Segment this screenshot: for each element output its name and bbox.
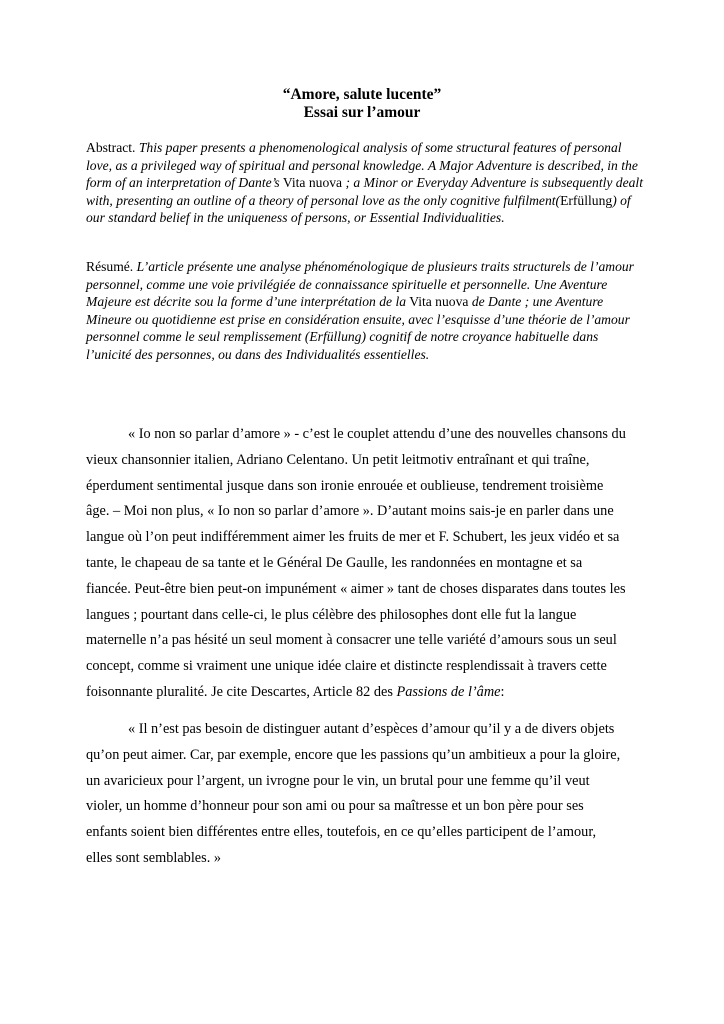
abstract-paragraph [86,139,646,227]
body-line: fiancée. Peut-être bien peut-on impunément « aimer » tant de choses disparates dans toutes les [86,580,626,597]
page-title: “Amore, salute lucente” [282,86,442,103]
quote-line: elles sont semblables. » [86,849,222,866]
body-line: vieux chansonnier italien, Adriano Celentano. Un petit leitmotiv entraînant et qui traîne, [86,451,590,468]
body-line: maternelle n’a pas hésité un seul moment à consacrer une telle variété d’amours sous un seul [86,632,617,649]
abstract-text-1: This paper presents a phenomenological analysis of some structural features of personal love, as a privileged way of spiritual and personal knowledge. A Major Adventure is described, in the form of an interpretation of Dante’s [86,140,638,191]
abstract-text-3: ) of our standard belief in the uniqueness of persons, or Essential Individualities. [86,192,631,226]
resume-text-1: L’article présente une analyse phénoménologique de plusieurs traits structurels de l’amour personnel, comme une voie privilégiée de connaissance spirituelle et personnelle. Une Aventure Majeure est décrite sou la forme d’une interprétation de la [86,259,634,310]
resume-label: Résumé. [86,259,134,274]
body-last-text: foisonnante pluralité. Je cite Descartes, Article 82 des [86,683,393,700]
quote-line: un avaricieux pour l’argent, un ivrogne pour le vin, un brutal pour une femme qu’il veut [86,772,590,789]
abstract-text-2: ; a Minor or Everyday Adventure is subsequently dealt with, presenting an outline of a theory of personal love as the only cognitive fulfilment( [86,175,643,208]
body-line: tante, le chapeau de sa tante et le Général De Gaulle, les randonnées en montagne et sa [86,554,583,571]
resume-paragraph [86,258,646,364]
resume-section [86,258,646,364]
abstract-term: Erfüllung [560,192,613,208]
quote-line: qu’on peut aimer. Car, par exemple, encore que les passions qu’un ambitieux a pour la gloire, [86,746,621,763]
quote-line: « Il n’est pas besoin de distinguer autant d’espèces d’amour qu’il y a de divers objets [128,721,615,737]
body-line: langues ; pourtant dans celle-ci, le plus célèbre des philosophes dont elle fut la langue [86,606,577,623]
body-paragraph-2 [86,717,646,872]
body-line: langue où l’on peut indifféremment aimer les fruits de mer et F. Schubert, les jeux vidéo et sa [86,529,620,546]
abstract-section [86,139,646,227]
resume-title-ref: Vita nuova [409,294,469,310]
body-line: âge. – Moi non plus, « Io non so parlar d’amore ». D’autant moins sais-je en parler dans une [86,503,614,520]
page-subtitle: Essai sur l’amour [303,104,421,121]
body-last-punct: : [500,683,505,700]
abstract-title-ref: Vita nuova [282,175,343,191]
cited-work-title: Passions de l’âme [396,683,501,700]
quote-line: violer, un homme d’honneur pour son ami ou pour sa maîtresse et un bon père pour ses [86,798,584,815]
body-line-last [86,680,646,706]
body-paragraph-1 [86,422,646,706]
quote-line: enfants soient bien différentes entre elles, toutefois, en ce qu’elles participent de l’amour, [86,824,597,841]
abstract-label: Abstract. [86,140,136,155]
body-line: « Io non so parlar d’amore » - c’est le couplet attendu d’une des nouvelles chansons du [128,426,626,442]
body-line: concept, comme si vraiment une unique idée claire et distincte resplendissait à travers cette [86,658,607,675]
resume-text-2: de Dante ; une Aventure Mineure ou quotidienne est prise en considération ensuite, avec l’esquisse d’une théorie de l’amour personnel comme le seul remplissement (Erfüllung) cognitif de notre croyance habituelle dans l’unicité des personnes, ou dans des Individualités essentielles. [86,294,630,362]
body-line: éperdument sentimental jusque dans son ironie enrouée et oublieuse, tendrement troisième [86,477,604,494]
title-block [0,86,724,122]
